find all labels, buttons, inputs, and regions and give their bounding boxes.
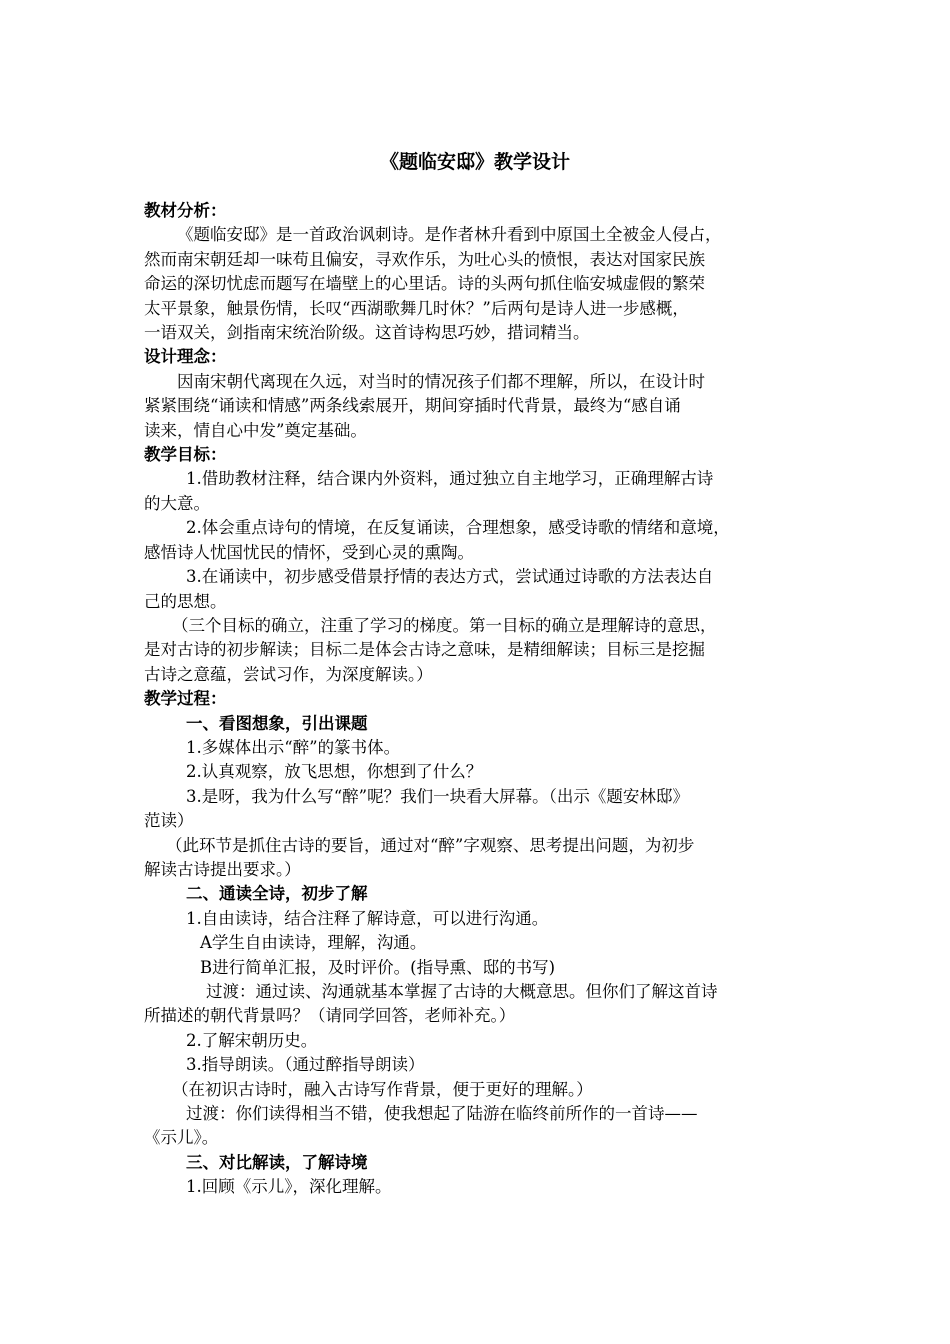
body-line: 1.自由读诗，结合注释了解诗意，可以进行沟通。: [186, 908, 549, 928]
body-line: 解读古诗提出要求。）: [144, 859, 301, 879]
body-line: 过渡：通过读、沟通就基本掌握了古诗的大概意思。但你们了解这首诗: [206, 982, 718, 1001]
section-heading: 教学目标：: [144, 445, 227, 465]
body-line: 3.在诵读中，初步感受借景抒情的表达方式，尝试通过诗歌的方法表达自: [186, 567, 714, 587]
body-line: B进行简单汇报，及时评价。(指导熏、邸的书写): [200, 957, 555, 977]
body-line: 紧紧围绕“诵读和情感”两条线索展开，期间穿插时代背景，最终为“感自诵: [144, 396, 681, 416]
body-line: 2.认真观察，放飞思想，你想到了什么？: [186, 762, 483, 782]
section-heading: 三、对比解读，了解诗境: [186, 1152, 368, 1172]
body-line: 2.体会重点诗句的情境，在反复诵读，合理想象，感受诗歌的情绪和意境，: [186, 518, 730, 538]
body-line: 3.指导朗读。（通过醉指导朗读）: [186, 1055, 425, 1075]
section-heading: 教学过程：: [144, 689, 227, 709]
section-heading: 二、通读全诗，初步了解: [186, 884, 368, 904]
section-heading: 设计理念：: [144, 347, 227, 367]
body-line: 因南宋朝代离现在久远，对当时的情况孩子们都不理解，所以，在设计时: [177, 371, 705, 391]
body-line: 所描述的朝代背景吗？（请同学回答，老师补充。）: [144, 1006, 516, 1026]
body-line: 然而南宋朝廷却一味苟且偏安，寻欢作乐，为吐心头的愤恨，表达对国家民族: [144, 249, 705, 269]
body-line: 感悟诗人忧国忧民的情怀，受到心灵的熏陶。: [144, 542, 474, 562]
body-line: 己的思想。: [144, 591, 227, 611]
section-heading: 教材分析：: [144, 201, 227, 220]
body-line: 命运的深切忧虑而题写在墙壁上的心里话。诗的头两句抓住临安城虚假的繁荣: [144, 274, 705, 294]
body-line: 《示儿》。: [144, 1128, 219, 1148]
body-line: 的大意。: [144, 493, 210, 513]
body-line: 3.是呀，我为什么写“醉”呢？我们一块看大屏幕。（出示《题安林邸》: [186, 786, 689, 806]
body-line: 1.回顾《示儿》，深化理解。: [186, 1177, 392, 1197]
body-line: A学生自由读诗，理解，沟通。: [200, 933, 427, 953]
body-line: 一语双关，剑指南宋统治阶级。这首诗构思巧妙，措词精当。: [144, 323, 590, 343]
document-title: 《题临安邸》教学设计: [379, 151, 570, 173]
body-line: 太平景象，触景伤情，长叹“西湖歌舞几时休？”后两句是诗人进一步感概，: [144, 298, 689, 318]
body-line: 读来，情自心中发”奠定基础。: [144, 420, 367, 440]
body-line: 1.多媒体出示“醉”的篆书体。: [186, 737, 401, 757]
body-line: 《题临安邸》是一首政治讽刺诗。是作者林升看到中原国土全被金人侵占，: [177, 225, 722, 245]
body-line: 是对古诗的初步解读；目标二是体会古诗之意味，是精细解读；目标三是挖掘: [144, 640, 705, 660]
body-line: 古诗之意蕴，尝试习作，为深度解读。）: [144, 664, 433, 684]
document-body: [144, 199, 814, 1200]
body-line: 2.了解宋朝历史。: [186, 1030, 318, 1050]
body-line: （三个目标的确立，注重了学习的梯度。第一目标的确立是理解诗的意思，: [172, 615, 717, 635]
body-line: 1.借助教材注释，结合课内外资料，通过独立自主地学习，正确理解古诗: [186, 469, 714, 489]
body-line: 范读）: [144, 811, 194, 831]
body-line: 过渡：你们读得相当不错，使我想起了陆游在临终前所作的一首诗——: [186, 1104, 698, 1124]
section-heading: 一、看图想象，引出课题: [186, 713, 368, 733]
body-line: （此环节是抓住古诗的要旨，通过对“醉”字观察、思考提出问题，为初步: [166, 835, 695, 855]
body-line: （在初识古诗时，融入古诗写作背景，便于更好的理解。）: [172, 1079, 593, 1099]
